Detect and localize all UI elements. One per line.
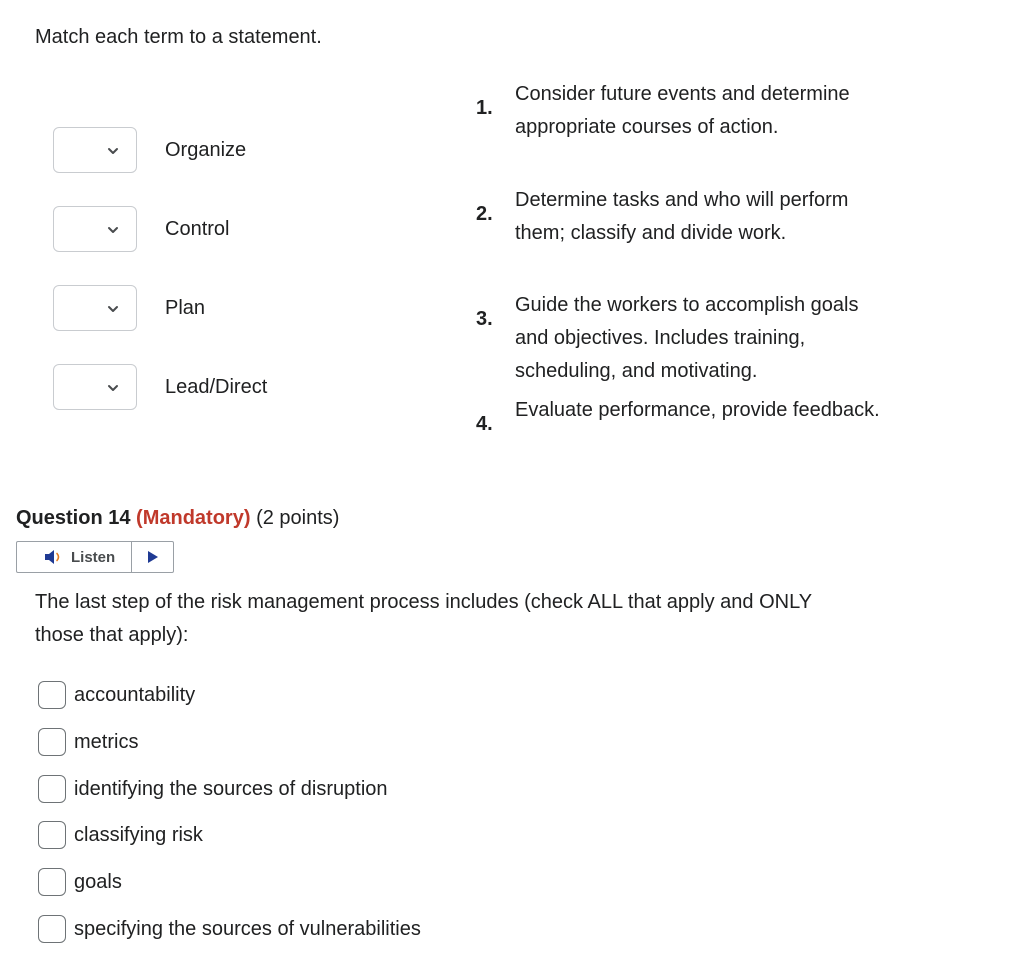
listen-button[interactable] [17,542,132,572]
option-label: accountability [74,684,196,706]
chevron-down-icon [106,381,120,395]
chevron-down-icon [106,302,120,316]
checkbox[interactable] [38,728,66,756]
term-label: Organize [165,139,247,161]
statement-text: Guide the workers to accomplish goals and objectives. Includes training, scheduling, and motivating. [515,294,859,382]
matching-prompt: Match each term to a statement. [35,26,322,48]
option-label: identifying the sources of disruption [74,778,388,800]
play-button[interactable] [132,542,173,572]
option-classifying-risk[interactable] [38,820,203,850]
option-identifying-sources-of-disruption[interactable] [38,774,388,804]
checkbox[interactable] [38,915,66,943]
question-title: Question 14 [16,507,131,529]
term-label: Plan [165,297,206,319]
statement-number: 3. [476,308,493,330]
option-specifying-sources-of-vulnerabilities[interactable] [38,914,421,944]
option-accountability[interactable] [38,680,195,710]
statement-number: 4. [476,413,493,435]
option-goals[interactable] [38,867,122,897]
option-label: goals [74,871,122,893]
option-label: specifying the sources of vulnerabilities [74,918,421,940]
question-points: (2 points) [256,507,340,529]
listen-label: Listen [71,548,116,566]
statement-text: Evaluate performance, provide feedback. [515,399,880,421]
checkbox[interactable] [38,775,66,803]
checkbox[interactable] [38,868,66,896]
option-label: classifying risk [74,824,203,846]
option-metrics[interactable] [38,727,138,757]
statement-number: 1. [476,97,493,119]
statement-number: 2. [476,203,493,225]
statement-text: Determine tasks and who will perform them; classify and divide work. [515,189,849,244]
listen-widget [16,541,174,573]
speaker-icon [43,549,65,565]
chevron-down-icon [106,144,120,158]
match-select-control[interactable] [53,206,137,252]
question-text: The last step of the risk management process includes (check ALL that apply and ONLY those that apply): [35,591,812,646]
play-icon [146,549,160,565]
mandatory-flag: (Mandatory) [136,507,251,529]
term-label: Lead/Direct [165,376,268,398]
term-label: Control [165,218,230,240]
checkbox[interactable] [38,681,66,709]
match-select-lead-direct[interactable] [53,364,137,410]
match-select-organize[interactable] [53,127,137,173]
question-header [16,504,339,532]
match-select-plan[interactable] [53,285,137,331]
chevron-down-icon [106,223,120,237]
checkbox[interactable] [38,821,66,849]
option-label: metrics [74,731,139,753]
statement-text: Consider future events and determine appropriate courses of action. [515,83,850,138]
